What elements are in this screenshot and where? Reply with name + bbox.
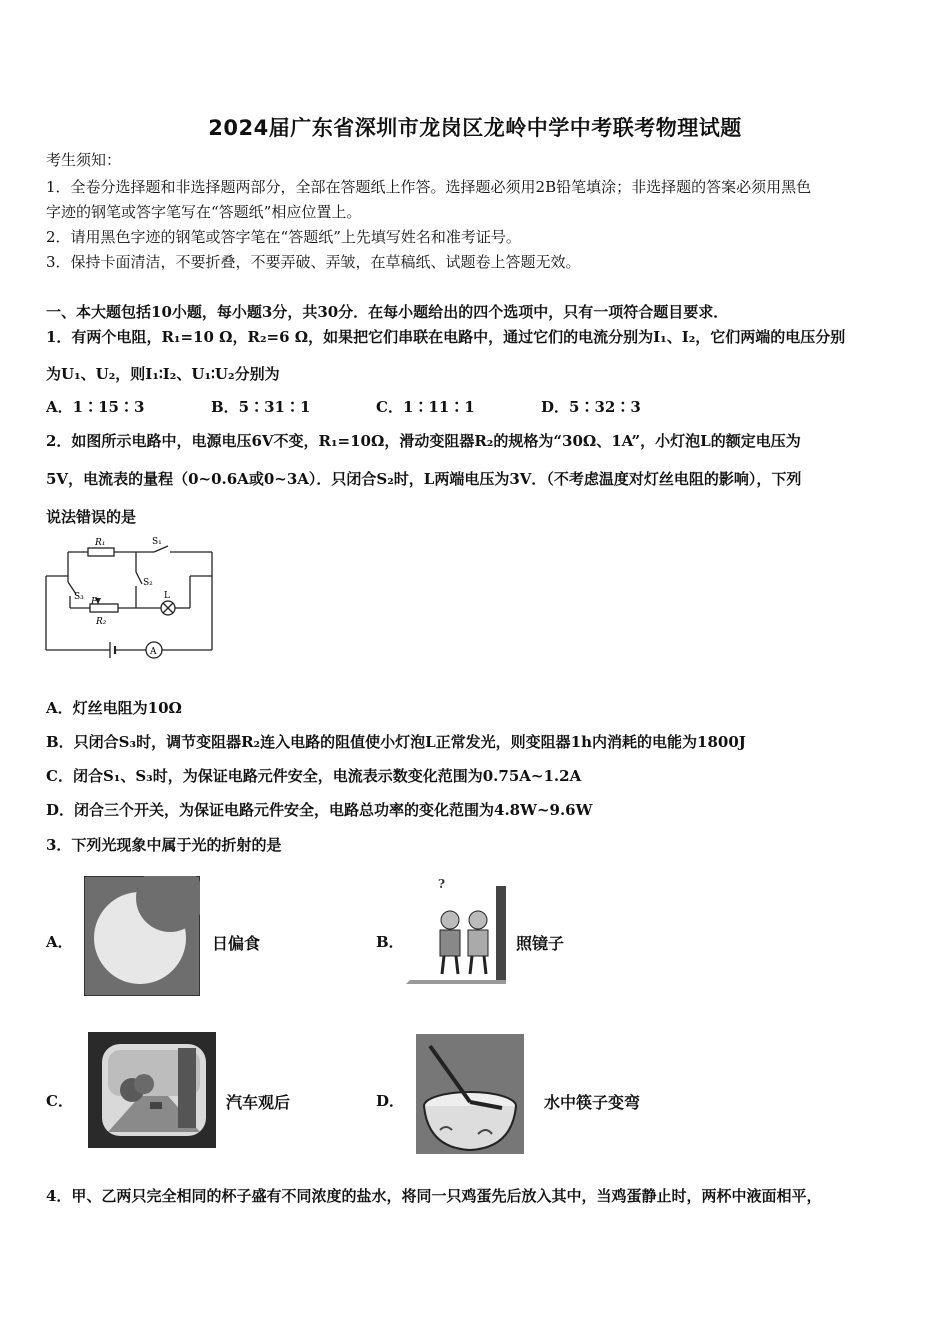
q3-option-b-letter: B． bbox=[376, 933, 404, 951]
car-mirror-photo bbox=[88, 1032, 216, 1148]
notice-item-3: 3．保持卡面清洁，不要折叠，不要弄破、弄皱，在草稿纸、试题卷上答题无效。 bbox=[46, 253, 581, 271]
circuit-label-r2: R₂ bbox=[96, 617, 107, 627]
solar-eclipse-photo bbox=[84, 876, 200, 996]
q2-option-d: D．闭合三个开关，为保证电路元件安全，电路总功率的变化范围为4.8W~9.6W bbox=[46, 801, 593, 819]
q3-option-a-letter: A． bbox=[46, 933, 73, 951]
circuit-label-lamp: L bbox=[164, 591, 170, 601]
q2-stem-line1: 2．如图所示电路中，电源电压6V不变，R₁=10Ω，滑动变阻器R₂的规格为“30Ω、1A”，小灯泡L的额定电压为 bbox=[46, 432, 801, 450]
q1-option-b: B．5∶31∶1 bbox=[211, 398, 311, 416]
q3-option-c-letter: C． bbox=[46, 1092, 73, 1110]
notice-heading: 考生须知： bbox=[46, 151, 122, 169]
q2-option-c: C．闭合S₁、S₃时，为保证电路元件安全，电流表示数变化范围为0.75A~1.2A bbox=[46, 767, 582, 785]
q3-stem: 3．下列光现象中属于光的折射的是 bbox=[46, 836, 282, 854]
q2-option-a: A．灯丝电阻为10Ω bbox=[46, 699, 182, 717]
page-title: 2024届广东省深圳市龙岗区龙岭中学中考联考物理试题 bbox=[208, 116, 742, 140]
q2-stem-line3: 说法错误的是 bbox=[46, 508, 137, 526]
chopsticks-in-water-photo bbox=[416, 1034, 524, 1154]
circuit-label-r1: R₁ bbox=[95, 538, 106, 548]
q4-stem-line1: 4．甲、乙两只完全相同的杯子盛有不同浓度的盐水，将同一只鸡蛋先后放入其中，当鸡蛋静止时，两杯中液面相平， bbox=[46, 1187, 822, 1205]
circuit-label-p: P bbox=[91, 597, 98, 607]
notice-item-2: 2．请用黑色字迹的钢笔或答字笔在“答题纸”上先填写姓名和准考证号。 bbox=[46, 228, 521, 246]
q1-option-c: C．1∶11∶1 bbox=[376, 398, 475, 416]
svg-text:?: ? bbox=[438, 877, 446, 891]
section-1-heading: 一、本大题包括10小题，每小题3分，共30分．在每小题给出的四个选项中，只有一项符合题目要求． bbox=[46, 303, 729, 321]
q3-option-a-caption: 日偏食 bbox=[212, 934, 261, 953]
q1-stem-line2: 为U₁、U₂，则I₁∶I₂、U₁∶U₂分别为 bbox=[46, 365, 280, 383]
notice-item-1-cont: 字迹的钢笔或答字笔写在“答题纸”相应位置上。 bbox=[46, 203, 362, 221]
notice-item-1: 1．全卷分选择题和非选择题两部分，全部在答题纸上作答。选择题必须用2B铅笔填涂；非选择题的答案必须用黑色 bbox=[46, 178, 812, 196]
circuit-diagram bbox=[40, 532, 220, 664]
q3-option-d-caption: 水中筷子变弯 bbox=[544, 1093, 641, 1112]
circuit-label-ammeter: A bbox=[150, 647, 157, 657]
circuit-label-s2: S₂ bbox=[143, 578, 153, 588]
q1-stem-line1: 1．有两个电阻，R₁=10 Ω，R₂=6 Ω，如果把它们串联在电路中，通过它们的电流分别为I₁、I₂，它们两端的电压分别 bbox=[46, 328, 846, 346]
q1-option-d: D．5∶32∶3 bbox=[541, 398, 641, 416]
mirror-illustration bbox=[406, 874, 510, 984]
q1-option-a: A．1∶15∶3 bbox=[46, 398, 145, 416]
circuit-label-s1: S₁ bbox=[152, 537, 162, 547]
q2-option-b: B．只闭合S₃时，调节变阻器R₂连入电路的阻值使小灯泡L正常发光，则变阻器1h内消耗的电能为1800J bbox=[46, 733, 746, 751]
q3-option-c-caption: 汽车观后 bbox=[226, 1093, 291, 1112]
q3-option-d-letter: D． bbox=[376, 1092, 405, 1110]
q2-stem-line2: 5V，电流表的量程（0~0.6A或0~3A）．只闭合S₂时，L两端电压为3V．（不考虑温度对灯丝电阻的影响），下列 bbox=[46, 470, 802, 488]
q3-option-b-caption: 照镜子 bbox=[516, 934, 565, 953]
circuit-label-s3: S₃ bbox=[74, 592, 84, 602]
